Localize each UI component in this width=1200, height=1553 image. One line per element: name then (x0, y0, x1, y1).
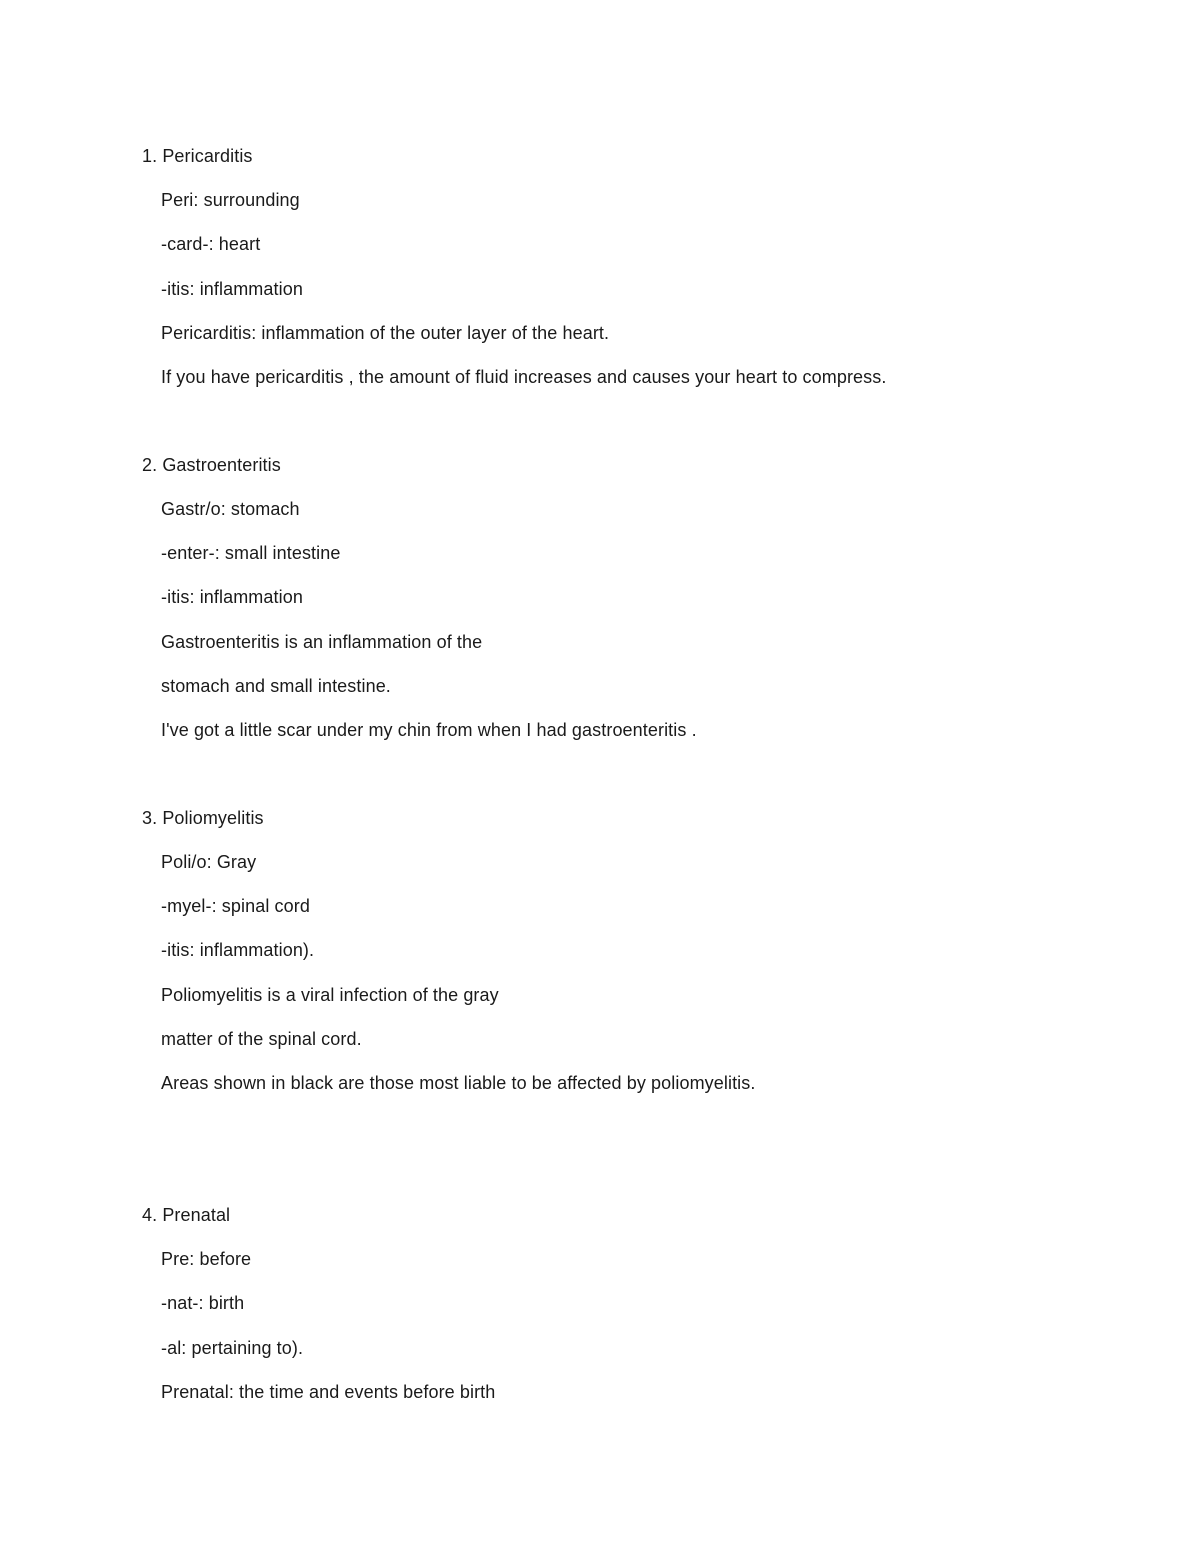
definition-line: Gastr/o: stomach (161, 499, 300, 519)
definition-line: -itis: inflammation (161, 279, 303, 299)
section-heading-poliomyelitis: 3. Poliomyelitis (142, 808, 264, 828)
definition-line: Pre: before (161, 1249, 252, 1269)
example-sentence: I've got a little scar under my chin from when I had gastroenteritis . (161, 720, 697, 740)
definition-line: Poli/o: Gray (161, 852, 257, 872)
definition-line: Peri: surrounding (161, 190, 300, 210)
definition-line: stomach and small intestine. (161, 676, 391, 696)
definition-line: -enter-: small intestine (161, 543, 341, 563)
definition-line: Prenatal: the time and events before birth (161, 1382, 496, 1402)
definition-line: Pericarditis: inflammation of the outer layer of the heart. (161, 323, 610, 343)
definition-line: -al: pertaining to). (161, 1338, 304, 1358)
definition-line: -myel-: spinal cord (161, 896, 310, 916)
example-sentence: If you have pericarditis , the amount of fluid increases and causes your heart to compress. (161, 367, 887, 387)
definition-line: -itis: inflammation (161, 587, 303, 607)
definition-line: -nat-: birth (161, 1293, 245, 1313)
definition-line: Gastroenteritis is an inflammation of the (161, 632, 483, 652)
example-sentence: Areas shown in black are those most liable to be affected by poliomyelitis. (161, 1073, 756, 1093)
definition-line: Poliomyelitis is a viral infection of the gray (161, 985, 499, 1005)
definition-line: -card-: heart (161, 234, 261, 254)
definition-line: -itis: inflammation). (161, 940, 315, 960)
section-heading-pericarditis: 1. Pericarditis (142, 146, 253, 166)
section-heading-prenatal: 4. Prenatal (142, 1205, 231, 1225)
definition-line: matter of the spinal cord. (161, 1029, 362, 1049)
section-heading-gastroenteritis: 2. Gastroenteritis (142, 455, 281, 475)
